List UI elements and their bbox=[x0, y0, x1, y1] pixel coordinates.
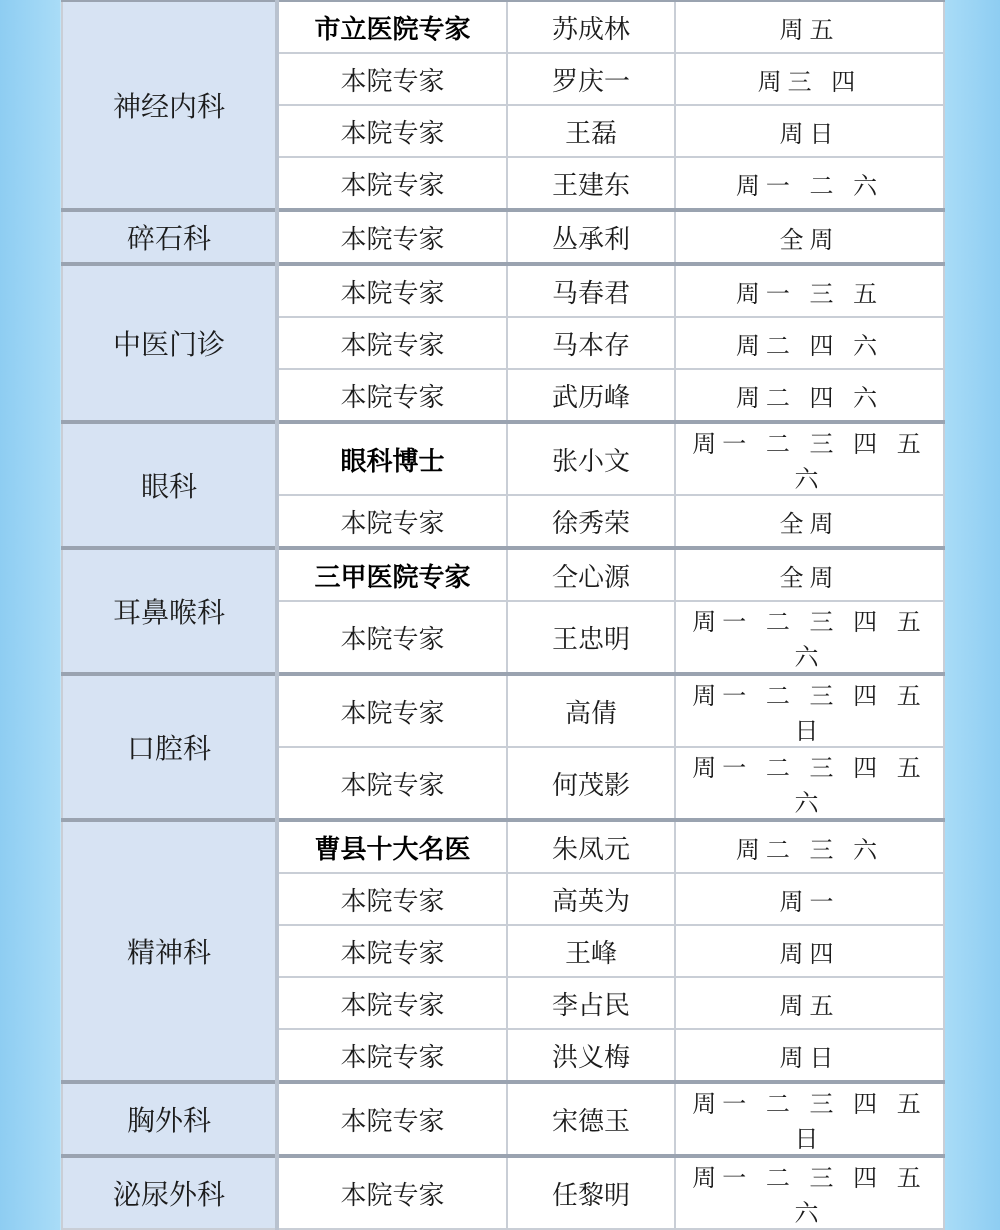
doctor-name-cell: 徐秀荣 bbox=[507, 495, 675, 548]
doctor-title-cell: 本院专家 bbox=[277, 105, 507, 157]
table-row bbox=[62, 0, 944, 53]
schedule-days-cell: 全周 bbox=[675, 210, 944, 264]
doctor-title-cell: 本院专家 bbox=[277, 157, 507, 210]
doctor-title-cell: 本院专家 bbox=[277, 264, 507, 317]
schedule-days-cell: 周五 bbox=[675, 0, 944, 53]
doctor-name-cell: 仝心源 bbox=[507, 548, 675, 601]
schedule-days-cell: 周五 bbox=[675, 977, 944, 1029]
doctor-title-cell: 本院专家 bbox=[277, 747, 507, 820]
schedule-days-cell: 周一 二 六 bbox=[675, 157, 944, 210]
doctor-name-cell: 王峰 bbox=[507, 925, 675, 977]
department-cell: 耳鼻喉科 bbox=[62, 548, 277, 674]
doctor-title-cell: 本院专家 bbox=[277, 210, 507, 264]
schedule-days-cell: 全周 bbox=[675, 548, 944, 601]
doctor-schedule-table bbox=[61, 0, 945, 1230]
doctor-name-cell: 丛承利 bbox=[507, 210, 675, 264]
doctor-title-cell: 本院专家 bbox=[277, 1082, 507, 1156]
schedule-days-cell: 周三 四 bbox=[675, 53, 944, 105]
schedule-days-cell: 周一 bbox=[675, 873, 944, 925]
doctor-name-cell: 王忠明 bbox=[507, 601, 675, 674]
doctor-name-cell: 苏成林 bbox=[507, 0, 675, 53]
doctor-name-cell: 朱凤元 bbox=[507, 820, 675, 873]
doctor-title-cell: 眼科博士 bbox=[277, 422, 507, 495]
department-cell: 泌尿外科 bbox=[62, 1156, 277, 1229]
schedule-days-cell: 周一 二 三 四 五 日 bbox=[675, 674, 944, 747]
department-cell: 碎石科 bbox=[62, 210, 277, 264]
doctor-title-cell: 本院专家 bbox=[277, 495, 507, 548]
table-row bbox=[62, 264, 944, 317]
doctor-name-cell: 李占民 bbox=[507, 977, 675, 1029]
schedule-days-cell: 周二 四 六 bbox=[675, 369, 944, 422]
department-cell: 口腔科 bbox=[62, 674, 277, 820]
department-cell: 神经内科 bbox=[62, 0, 277, 210]
table-row bbox=[62, 548, 944, 601]
doctor-title-cell: 本院专家 bbox=[277, 1156, 507, 1229]
doctor-title-cell: 本院专家 bbox=[277, 53, 507, 105]
table-row bbox=[62, 1156, 944, 1229]
schedule-days-cell: 周一 二 三 四 五 六 bbox=[675, 1156, 944, 1229]
schedule-days-cell: 周二 三 六 bbox=[675, 820, 944, 873]
schedule-days-cell: 周一 二 三 四 五 日 bbox=[675, 1082, 944, 1156]
doctor-name-cell: 宋德玉 bbox=[507, 1082, 675, 1156]
department-cell: 精神科 bbox=[62, 820, 277, 1082]
doctor-title-cell: 本院专家 bbox=[277, 873, 507, 925]
department-cell: 眼科 bbox=[62, 422, 277, 548]
doctor-name-cell: 高英为 bbox=[507, 873, 675, 925]
doctor-title-cell: 曹县十大名医 bbox=[277, 820, 507, 873]
doctor-title-cell: 本院专家 bbox=[277, 925, 507, 977]
doctor-title-cell: 三甲医院专家 bbox=[277, 548, 507, 601]
department-cell: 中医门诊 bbox=[62, 264, 277, 422]
schedule-days-cell: 周一 三 五 bbox=[675, 264, 944, 317]
table-row bbox=[62, 820, 944, 873]
doctor-title-cell: 本院专家 bbox=[277, 674, 507, 747]
doctor-title-cell: 市立医院专家 bbox=[277, 0, 507, 53]
doctor-title-cell: 本院专家 bbox=[277, 369, 507, 422]
doctor-title-cell: 本院专家 bbox=[277, 601, 507, 674]
schedule-days-cell: 周四 bbox=[675, 925, 944, 977]
table-row bbox=[62, 674, 944, 747]
doctor-name-cell: 武历峰 bbox=[507, 369, 675, 422]
schedule-days-cell: 周日 bbox=[675, 1029, 944, 1082]
doctor-name-cell: 高倩 bbox=[507, 674, 675, 747]
doctor-name-cell: 洪义梅 bbox=[507, 1029, 675, 1082]
department-cell: 胸外科 bbox=[62, 1082, 277, 1156]
schedule-days-cell: 周一 二 三 四 五 六 bbox=[675, 601, 944, 674]
schedule-days-cell: 周一 二 三 四 五 六 bbox=[675, 747, 944, 820]
schedule-days-cell: 周二 四 六 bbox=[675, 317, 944, 369]
schedule-days-cell: 全周 bbox=[675, 495, 944, 548]
doctor-title-cell: 本院专家 bbox=[277, 317, 507, 369]
table-row bbox=[62, 1082, 944, 1156]
schedule-days-cell: 周日 bbox=[675, 105, 944, 157]
doctor-name-cell: 马春君 bbox=[507, 264, 675, 317]
doctor-name-cell: 罗庆一 bbox=[507, 53, 675, 105]
doctor-name-cell: 王建东 bbox=[507, 157, 675, 210]
doctor-title-cell: 本院专家 bbox=[277, 977, 507, 1029]
doctor-name-cell: 何茂影 bbox=[507, 747, 675, 820]
table-row bbox=[62, 422, 944, 495]
doctor-name-cell: 任黎明 bbox=[507, 1156, 675, 1229]
doctor-title-cell: 本院专家 bbox=[277, 1029, 507, 1082]
table-row bbox=[62, 210, 944, 264]
doctor-name-cell: 张小文 bbox=[507, 422, 675, 495]
doctor-name-cell: 马本存 bbox=[507, 317, 675, 369]
schedule-body bbox=[62, 0, 944, 1229]
schedule-days-cell: 周一 二 三 四 五 六 bbox=[675, 422, 944, 495]
doctor-name-cell: 王磊 bbox=[507, 105, 675, 157]
